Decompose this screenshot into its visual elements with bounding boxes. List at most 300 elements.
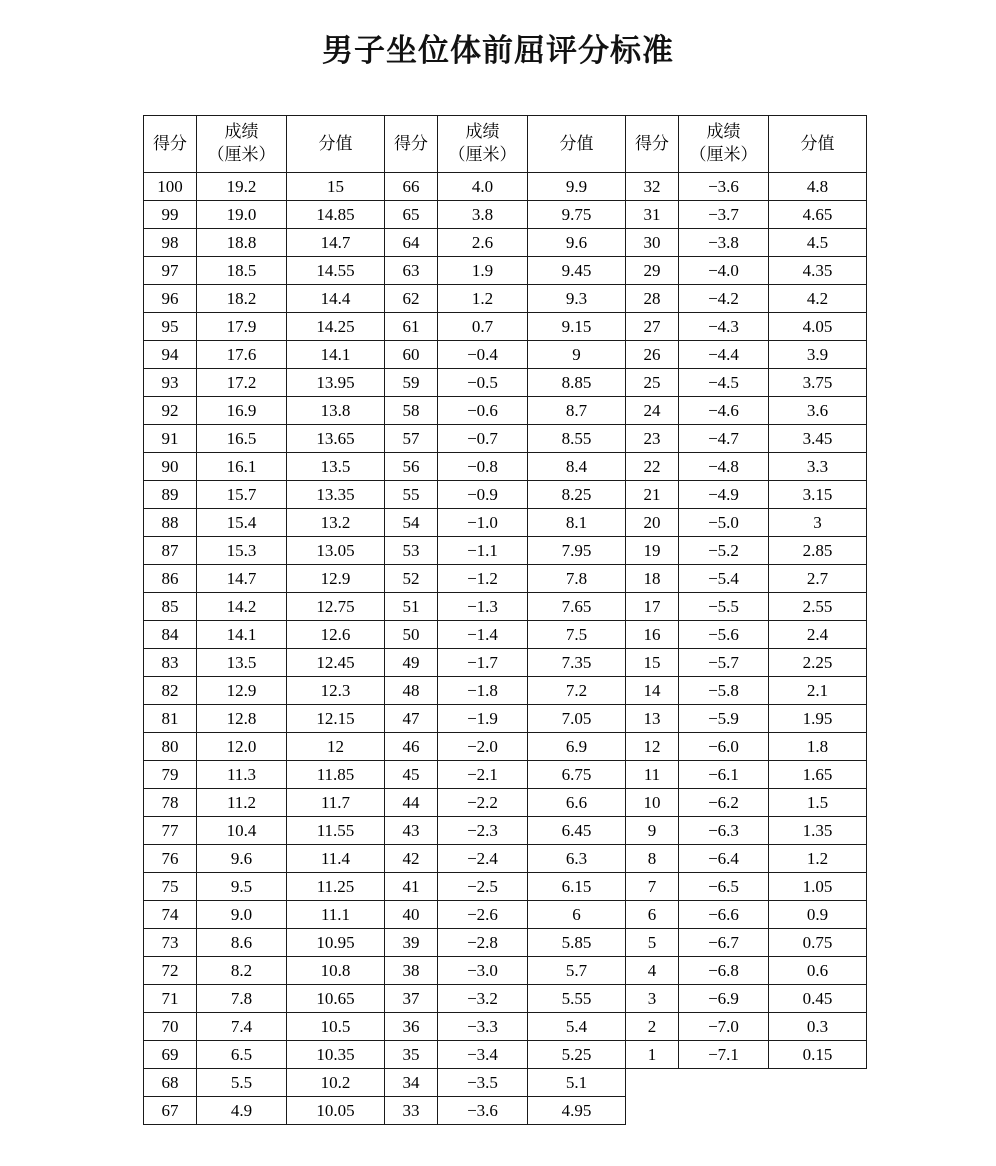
- cell-score-3: 15: [626, 649, 679, 677]
- cell-result-3: −4.2: [679, 285, 769, 313]
- header-label-line1: 成绩: [465, 122, 500, 142]
- table-row: [144, 621, 867, 649]
- cell-value-3: 4.65: [769, 201, 867, 229]
- cell-result-3: −4.6: [679, 397, 769, 425]
- table-row: [144, 313, 867, 341]
- cell-value-1: 13.05: [287, 537, 385, 565]
- cell-score-3: 5: [626, 929, 679, 957]
- header-row: [144, 116, 867, 173]
- cell-empty: [679, 1097, 769, 1125]
- table-row: [144, 957, 867, 985]
- table-row: [144, 733, 867, 761]
- cell-score-1: 96: [144, 285, 197, 313]
- table-row: [144, 901, 867, 929]
- cell-result-1: 5.5: [197, 1069, 287, 1097]
- header-label-line2: （厘米）: [448, 145, 517, 164]
- cell-score-2: 44: [385, 789, 438, 817]
- cell-score-2: 63: [385, 257, 438, 285]
- cell-result-3: −5.5: [679, 593, 769, 621]
- cell-score-3: 20: [626, 509, 679, 537]
- cell-value-1: 13.95: [287, 369, 385, 397]
- cell-value-2: 5.85: [528, 929, 626, 957]
- cell-result-2: −2.5: [438, 873, 528, 901]
- cell-result-2: −2.8: [438, 929, 528, 957]
- cell-value-3: 0.9: [769, 901, 867, 929]
- cell-result-2: −1.4: [438, 621, 528, 649]
- table-row: [144, 1041, 867, 1069]
- cell-result-3: −6.8: [679, 957, 769, 985]
- cell-result-3: −3.6: [679, 173, 769, 201]
- score-standard-table: [143, 115, 867, 1125]
- cell-score-1: 79: [144, 761, 197, 789]
- cell-result-3: −5.7: [679, 649, 769, 677]
- cell-result-3: −4.0: [679, 257, 769, 285]
- cell-score-1: 97: [144, 257, 197, 285]
- cell-score-1: 71: [144, 985, 197, 1013]
- cell-score-1: 95: [144, 313, 197, 341]
- cell-result-1: 4.9: [197, 1097, 287, 1125]
- cell-score-2: 64: [385, 229, 438, 257]
- cell-score-1: 73: [144, 929, 197, 957]
- cell-value-2: 7.35: [528, 649, 626, 677]
- cell-score-2: 36: [385, 1013, 438, 1041]
- cell-value-1: 10.5: [287, 1013, 385, 1041]
- cell-value-2: 8.55: [528, 425, 626, 453]
- cell-score-1: 86: [144, 565, 197, 593]
- cell-score-3: 3: [626, 985, 679, 1013]
- cell-score-3: 1: [626, 1041, 679, 1069]
- cell-result-2: −2.6: [438, 901, 528, 929]
- cell-result-3: −6.6: [679, 901, 769, 929]
- cell-result-1: 11.3: [197, 761, 287, 789]
- cell-result-3: −3.7: [679, 201, 769, 229]
- cell-score-1: 82: [144, 677, 197, 705]
- cell-score-2: 49: [385, 649, 438, 677]
- header-label: 分值: [559, 133, 594, 153]
- column-header-result-2: [438, 116, 528, 173]
- cell-value-1: 12.45: [287, 649, 385, 677]
- cell-result-1: 15.3: [197, 537, 287, 565]
- column-header-score-3: [626, 116, 679, 173]
- cell-score-3: 22: [626, 453, 679, 481]
- cell-score-2: 66: [385, 173, 438, 201]
- cell-result-3: −6.7: [679, 929, 769, 957]
- cell-score-2: 43: [385, 817, 438, 845]
- cell-value-3: 3.3: [769, 453, 867, 481]
- cell-score-3: 25: [626, 369, 679, 397]
- cell-score-2: 55: [385, 481, 438, 509]
- table-row: [144, 229, 867, 257]
- cell-value-1: 10.2: [287, 1069, 385, 1097]
- cell-result-1: 7.8: [197, 985, 287, 1013]
- cell-result-2: 2.6: [438, 229, 528, 257]
- cell-score-1: 90: [144, 453, 197, 481]
- cell-score-2: 45: [385, 761, 438, 789]
- cell-result-2: −0.4: [438, 341, 528, 369]
- cell-result-3: −3.8: [679, 229, 769, 257]
- cell-score-3: 11: [626, 761, 679, 789]
- cell-value-1: 10.8: [287, 957, 385, 985]
- score-table-container: [143, 115, 849, 1125]
- cell-value-3: 0.3: [769, 1013, 867, 1041]
- cell-score-1: 87: [144, 537, 197, 565]
- cell-value-2: 6.15: [528, 873, 626, 901]
- cell-result-1: 15.7: [197, 481, 287, 509]
- cell-result-2: −3.5: [438, 1069, 528, 1097]
- cell-value-2: 6.3: [528, 845, 626, 873]
- cell-score-1: 77: [144, 817, 197, 845]
- cell-value-2: 9.3: [528, 285, 626, 313]
- cell-result-2: −3.3: [438, 1013, 528, 1041]
- cell-score-2: 34: [385, 1069, 438, 1097]
- cell-score-3: 12: [626, 733, 679, 761]
- cell-value-2: 9.15: [528, 313, 626, 341]
- cell-result-1: 12.8: [197, 705, 287, 733]
- cell-result-1: 9.6: [197, 845, 287, 873]
- cell-value-2: 8.1: [528, 509, 626, 537]
- cell-result-2: −3.2: [438, 985, 528, 1013]
- cell-result-3: −5.6: [679, 621, 769, 649]
- cell-result-3: −6.1: [679, 761, 769, 789]
- cell-value-1: 10.05: [287, 1097, 385, 1125]
- table-row: [144, 173, 867, 201]
- cell-value-2: 6.45: [528, 817, 626, 845]
- cell-score-2: 54: [385, 509, 438, 537]
- cell-result-3: −6.4: [679, 845, 769, 873]
- cell-score-3: 26: [626, 341, 679, 369]
- cell-value-3: 3.6: [769, 397, 867, 425]
- cell-score-1: 70: [144, 1013, 197, 1041]
- cell-result-1: 18.5: [197, 257, 287, 285]
- cell-result-2: −3.0: [438, 957, 528, 985]
- cell-result-1: 6.5: [197, 1041, 287, 1069]
- cell-score-1: 89: [144, 481, 197, 509]
- cell-score-2: 38: [385, 957, 438, 985]
- cell-score-1: 68: [144, 1069, 197, 1097]
- cell-value-2: 9: [528, 341, 626, 369]
- cell-result-2: −2.2: [438, 789, 528, 817]
- table-row: [144, 985, 867, 1013]
- cell-value-1: 13.65: [287, 425, 385, 453]
- cell-score-2: 56: [385, 453, 438, 481]
- cell-value-2: 9.45: [528, 257, 626, 285]
- cell-value-3: 3.15: [769, 481, 867, 509]
- cell-value-1: 14.25: [287, 313, 385, 341]
- cell-score-2: 42: [385, 845, 438, 873]
- cell-score-2: 62: [385, 285, 438, 313]
- table-row: [144, 341, 867, 369]
- cell-empty: [626, 1069, 679, 1097]
- cell-score-2: 60: [385, 341, 438, 369]
- cell-value-2: 6.6: [528, 789, 626, 817]
- cell-empty: [769, 1097, 867, 1125]
- cell-score-3: 16: [626, 621, 679, 649]
- cell-value-1: 14.1: [287, 341, 385, 369]
- cell-value-1: 11.7: [287, 789, 385, 817]
- cell-result-3: −5.4: [679, 565, 769, 593]
- cell-value-1: 13.8: [287, 397, 385, 425]
- table-row: [144, 845, 867, 873]
- cell-value-3: 1.35: [769, 817, 867, 845]
- cell-score-2: 58: [385, 397, 438, 425]
- cell-result-3: −6.2: [679, 789, 769, 817]
- cell-value-3: 1.8: [769, 733, 867, 761]
- cell-score-1: 80: [144, 733, 197, 761]
- cell-result-2: −0.6: [438, 397, 528, 425]
- cell-score-3: 2: [626, 1013, 679, 1041]
- cell-value-2: 6: [528, 901, 626, 929]
- cell-result-3: −6.9: [679, 985, 769, 1013]
- cell-score-1: 81: [144, 705, 197, 733]
- cell-score-1: 92: [144, 397, 197, 425]
- cell-value-1: 12.75: [287, 593, 385, 621]
- cell-result-3: −6.0: [679, 733, 769, 761]
- cell-result-1: 8.6: [197, 929, 287, 957]
- cell-score-3: 7: [626, 873, 679, 901]
- cell-result-2: −0.8: [438, 453, 528, 481]
- cell-value-1: 11.55: [287, 817, 385, 845]
- cell-value-1: 10.35: [287, 1041, 385, 1069]
- cell-value-3: 2.7: [769, 565, 867, 593]
- cell-value-3: 1.65: [769, 761, 867, 789]
- cell-score-3: 10: [626, 789, 679, 817]
- cell-value-3: 4.5: [769, 229, 867, 257]
- cell-result-1: 12.9: [197, 677, 287, 705]
- cell-value-3: 4.2: [769, 285, 867, 313]
- cell-value-2: 9.75: [528, 201, 626, 229]
- column-header-value-1: [287, 116, 385, 173]
- cell-value-3: 0.6: [769, 957, 867, 985]
- cell-value-1: 14.85: [287, 201, 385, 229]
- cell-value-1: 13.5: [287, 453, 385, 481]
- cell-empty: [769, 1069, 867, 1097]
- table-row: [144, 873, 867, 901]
- cell-value-2: 5.1: [528, 1069, 626, 1097]
- cell-result-3: −7.0: [679, 1013, 769, 1041]
- cell-score-2: 37: [385, 985, 438, 1013]
- cell-score-1: 75: [144, 873, 197, 901]
- table-row: [144, 509, 867, 537]
- cell-result-3: −4.3: [679, 313, 769, 341]
- cell-result-1: 9.5: [197, 873, 287, 901]
- cell-score-1: 98: [144, 229, 197, 257]
- table-row: [144, 565, 867, 593]
- cell-score-2: 39: [385, 929, 438, 957]
- cell-score-1: 88: [144, 509, 197, 537]
- cell-score-2: 46: [385, 733, 438, 761]
- cell-result-1: 13.5: [197, 649, 287, 677]
- cell-result-1: 8.2: [197, 957, 287, 985]
- cell-empty: [626, 1097, 679, 1125]
- cell-result-1: 14.2: [197, 593, 287, 621]
- cell-score-1: 93: [144, 369, 197, 397]
- cell-value-2: 5.55: [528, 985, 626, 1013]
- cell-value-2: 7.05: [528, 705, 626, 733]
- cell-result-2: −1.3: [438, 593, 528, 621]
- cell-empty: [679, 1069, 769, 1097]
- cell-value-1: 11.4: [287, 845, 385, 873]
- cell-score-1: 83: [144, 649, 197, 677]
- cell-result-1: 17.6: [197, 341, 287, 369]
- cell-value-3: 0.45: [769, 985, 867, 1013]
- column-header-result-1: [197, 116, 287, 173]
- cell-score-1: 74: [144, 901, 197, 929]
- cell-result-3: −7.1: [679, 1041, 769, 1069]
- cell-score-1: 99: [144, 201, 197, 229]
- table-row: [144, 257, 867, 285]
- cell-value-3: 3.45: [769, 425, 867, 453]
- cell-result-1: 12.0: [197, 733, 287, 761]
- cell-value-1: 12.15: [287, 705, 385, 733]
- cell-score-3: 24: [626, 397, 679, 425]
- cell-score-2: 61: [385, 313, 438, 341]
- cell-score-3: 19: [626, 537, 679, 565]
- cell-result-2: −1.0: [438, 509, 528, 537]
- column-header-value-3: [769, 116, 867, 173]
- cell-result-1: 10.4: [197, 817, 287, 845]
- cell-value-2: 5.7: [528, 957, 626, 985]
- cell-value-3: 4.35: [769, 257, 867, 285]
- cell-result-3: −4.8: [679, 453, 769, 481]
- cell-score-1: 76: [144, 845, 197, 873]
- header-label: 得分: [635, 133, 669, 153]
- cell-value-2: 5.25: [528, 1041, 626, 1069]
- header-label-line2: （厘米）: [689, 145, 758, 164]
- cell-score-2: 59: [385, 369, 438, 397]
- cell-result-2: 3.8: [438, 201, 528, 229]
- table-row: [144, 705, 867, 733]
- cell-value-2: 4.95: [528, 1097, 626, 1125]
- cell-result-3: −4.9: [679, 481, 769, 509]
- cell-result-3: −4.5: [679, 369, 769, 397]
- cell-result-3: −5.8: [679, 677, 769, 705]
- cell-value-2: 9.9: [528, 173, 626, 201]
- column-header-value-2: [528, 116, 626, 173]
- cell-value-3: 1.95: [769, 705, 867, 733]
- cell-score-3: 28: [626, 285, 679, 313]
- cell-result-2: −1.9: [438, 705, 528, 733]
- header-label-line1: 成绩: [706, 122, 741, 142]
- cell-result-2: −2.4: [438, 845, 528, 873]
- cell-value-1: 15: [287, 173, 385, 201]
- cell-value-1: 12.3: [287, 677, 385, 705]
- cell-value-3: 2.25: [769, 649, 867, 677]
- cell-value-1: 11.1: [287, 901, 385, 929]
- cell-result-2: −1.2: [438, 565, 528, 593]
- table-row: [144, 929, 867, 957]
- table-row: [144, 537, 867, 565]
- cell-score-3: 32: [626, 173, 679, 201]
- cell-score-3: 27: [626, 313, 679, 341]
- cell-score-1: 78: [144, 789, 197, 817]
- cell-score-3: 18: [626, 565, 679, 593]
- cell-score-3: 13: [626, 705, 679, 733]
- cell-result-2: −1.1: [438, 537, 528, 565]
- cell-value-2: 8.25: [528, 481, 626, 509]
- table-body: [144, 173, 867, 1125]
- table-row: [144, 201, 867, 229]
- header-label-line2: （厘米）: [207, 145, 276, 164]
- cell-score-1: 67: [144, 1097, 197, 1125]
- cell-result-1: 15.4: [197, 509, 287, 537]
- cell-value-3: 3.75: [769, 369, 867, 397]
- cell-value-1: 13.35: [287, 481, 385, 509]
- cell-result-3: −5.0: [679, 509, 769, 537]
- cell-result-2: −2.3: [438, 817, 528, 845]
- cell-score-3: 23: [626, 425, 679, 453]
- cell-value-1: 14.55: [287, 257, 385, 285]
- cell-score-2: 35: [385, 1041, 438, 1069]
- cell-value-2: 7.65: [528, 593, 626, 621]
- cell-value-3: 1.05: [769, 873, 867, 901]
- cell-score-2: 51: [385, 593, 438, 621]
- cell-value-1: 13.2: [287, 509, 385, 537]
- cell-value-1: 10.65: [287, 985, 385, 1013]
- cell-result-1: 18.2: [197, 285, 287, 313]
- table-row: [144, 397, 867, 425]
- table-row: [144, 1097, 867, 1125]
- cell-value-2: 6.75: [528, 761, 626, 789]
- cell-value-1: 14.7: [287, 229, 385, 257]
- cell-value-2: 7.95: [528, 537, 626, 565]
- cell-result-1: 19.2: [197, 173, 287, 201]
- cell-score-1: 91: [144, 425, 197, 453]
- cell-value-3: 1.5: [769, 789, 867, 817]
- cell-score-3: 6: [626, 901, 679, 929]
- cell-result-3: −5.9: [679, 705, 769, 733]
- cell-value-2: 8.85: [528, 369, 626, 397]
- cell-result-1: 14.1: [197, 621, 287, 649]
- table-row: [144, 593, 867, 621]
- table-row: [144, 285, 867, 313]
- cell-value-3: 3.9: [769, 341, 867, 369]
- table-header: [144, 116, 867, 173]
- cell-result-1: 16.5: [197, 425, 287, 453]
- table-row: [144, 425, 867, 453]
- cell-score-2: 65: [385, 201, 438, 229]
- cell-result-2: 0.7: [438, 313, 528, 341]
- cell-value-3: 2.4: [769, 621, 867, 649]
- cell-score-2: 52: [385, 565, 438, 593]
- cell-result-1: 7.4: [197, 1013, 287, 1041]
- cell-result-2: −3.4: [438, 1041, 528, 1069]
- cell-result-1: 18.8: [197, 229, 287, 257]
- cell-result-1: 16.1: [197, 453, 287, 481]
- cell-result-2: −2.0: [438, 733, 528, 761]
- cell-score-3: 21: [626, 481, 679, 509]
- cell-result-1: 17.2: [197, 369, 287, 397]
- cell-result-2: −1.8: [438, 677, 528, 705]
- cell-value-3: 2.55: [769, 593, 867, 621]
- cell-value-2: 8.4: [528, 453, 626, 481]
- cell-value-1: 12.6: [287, 621, 385, 649]
- cell-score-3: 31: [626, 201, 679, 229]
- column-header-score-1: [144, 116, 197, 173]
- cell-score-3: 9: [626, 817, 679, 845]
- cell-result-3: −4.7: [679, 425, 769, 453]
- table-row: [144, 761, 867, 789]
- cell-score-1: 94: [144, 341, 197, 369]
- cell-result-1: 16.9: [197, 397, 287, 425]
- cell-score-1: 69: [144, 1041, 197, 1069]
- cell-value-2: 9.6: [528, 229, 626, 257]
- cell-score-3: 8: [626, 845, 679, 873]
- cell-score-2: 48: [385, 677, 438, 705]
- cell-result-2: −1.7: [438, 649, 528, 677]
- cell-result-2: 1.2: [438, 285, 528, 313]
- cell-value-3: 2.85: [769, 537, 867, 565]
- cell-result-2: −3.6: [438, 1097, 528, 1125]
